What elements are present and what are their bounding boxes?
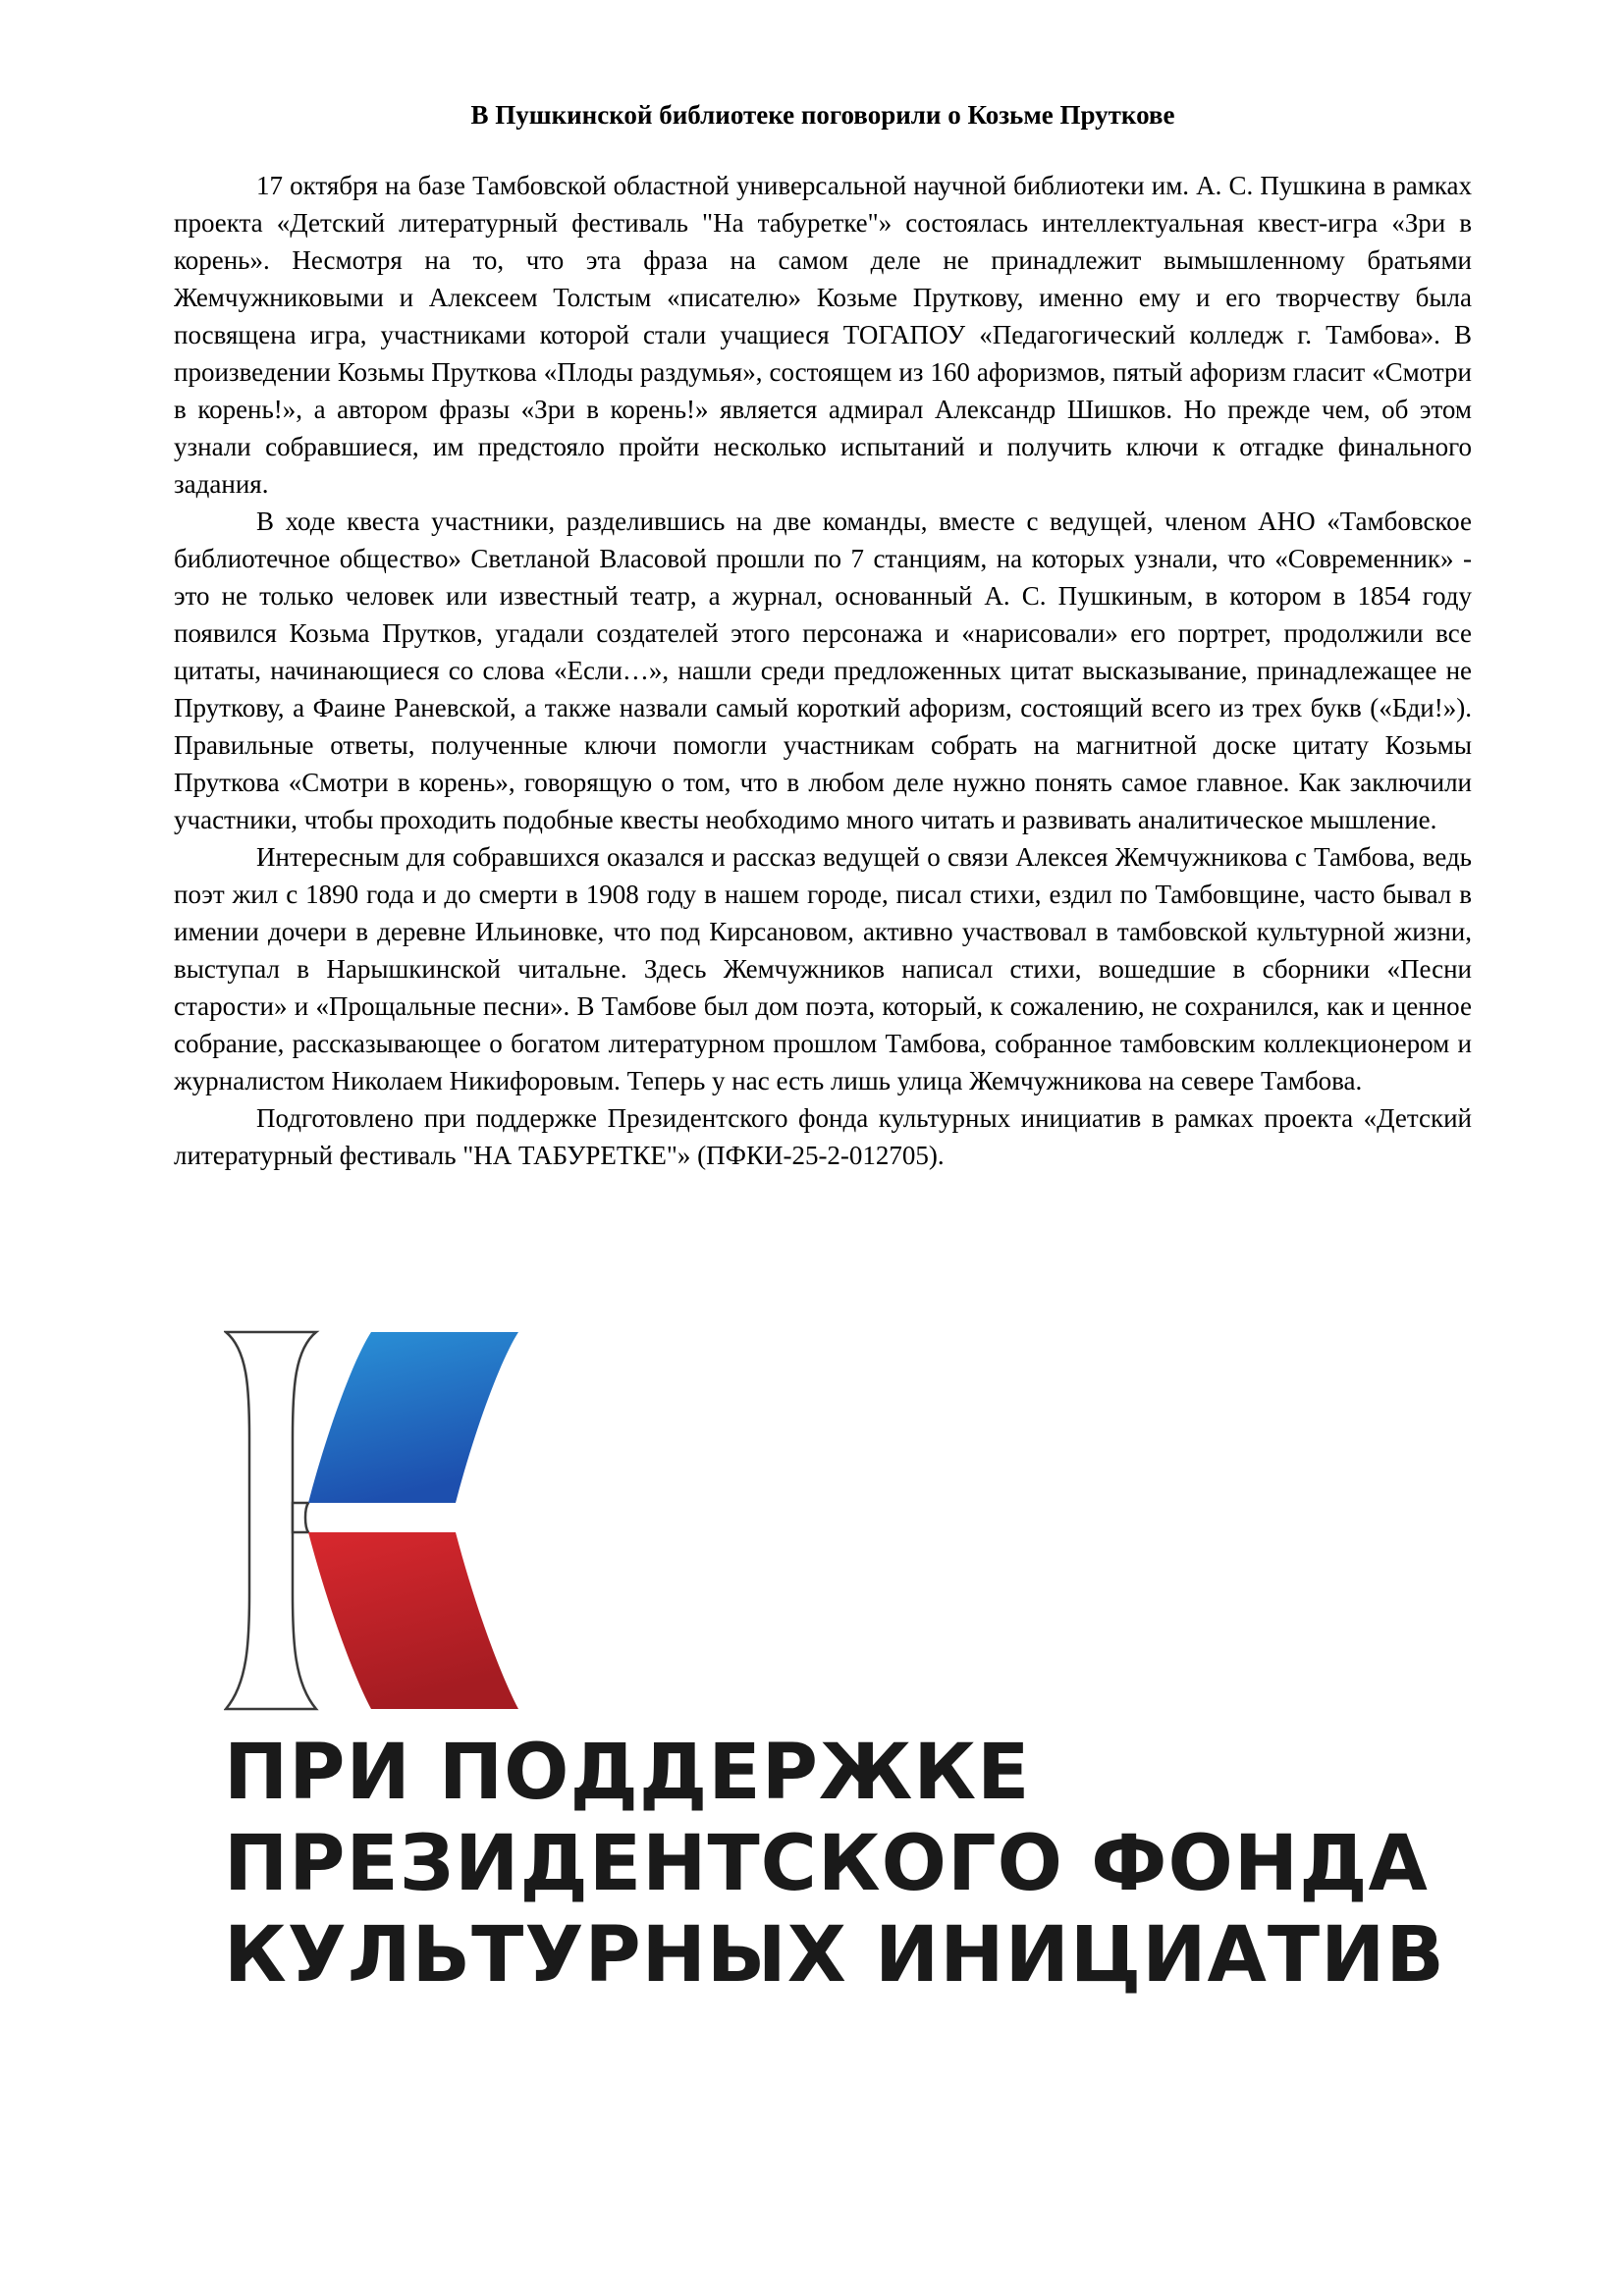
pfki-k-logo-icon xyxy=(224,1330,577,1713)
logo-red-ribbon xyxy=(308,1532,518,1709)
article-paragraph-4: Подготовлено при поддержке Президентского фонда культурных инициатив в рамках проекта «Детский литературный фестиваль "НА ТАБУРЕТКЕ"» (ПФКИ-25-2-012705). xyxy=(174,1103,1472,1170)
foundation-logo-text xyxy=(224,1728,1500,2002)
article-paragraph-1: 17 октября на базе Тамбовской областной универсальной научной библиотеки им. А. С. Пушкина в рамках проекта «Детский литературный фестиваль "На табуретке"» состоялась интеллектуальная квест-игра «Зри в корень». Несмотря на то, что эта фраза на самом деле не принадлежит вымышленному братьями Жемчужниковыми и Алексеем Толстым «писателю» Козьме Пруткову, именно ему и его творчеству была посвящена игра, участниками которой стали учащиеся ТОГАПОУ «Педагогический колледж г. Тамбова». В произведении Козьмы Пруткова «Плоды раздумья», состоящем из 160 афоризмов, пятый афоризм гласит «Смотри в корень!», а автором фразы «Зри в корень!» является адмирал Александр Шишков. Но прежде чем, об этом узнали собравшиеся, им предстояло пройти несколько испытаний и получить ключи к отгадке финального задания. xyxy=(174,171,1472,499)
foundation-logo xyxy=(224,1330,1500,1742)
logo-text-line-3: КУЛЬТУРНЫХ ИНИЦИАТИВ xyxy=(224,1911,1445,2000)
logo-outline-notch xyxy=(293,1503,308,1532)
article xyxy=(174,98,1472,1174)
logo-text-line-1: ПРИ ПОДДЕРЖКЕ xyxy=(224,1729,1031,1817)
article-title: В Пушкинской библиотеке поговорили о Козьме Пруткове xyxy=(470,100,1175,130)
logo-blue-ribbon xyxy=(308,1332,518,1503)
logo-text-line-2: ПРЕЗИДЕНТСКОГО ФОНДА xyxy=(224,1820,1429,1908)
article-paragraph-2: В ходе квеста участники, разделившись на две команды, вместе с ведущей, членом АНО «Тамбовское библиотечное общество» Светланой Власовой прошли по 7 станциям, на которых узнали, что «Современник» - это не только человек или известный театр, а журнал, основанный А. С. Пушкиным, в котором в 1854 году появился Козьма Прутков, угадали создателей этого персонажа и «нарисовали» его портрет, продолжили все цитаты, начинающиеся со слова «Если…», нашли среди предложенных цитат высказывание, принадлежащее не Пруткову, а Фаине Раневской, а также назвали самый короткий афоризм, состоящий всего из трех букв («Бди!»). Правильные ответы, полученные ключи помогли участникам собрать на магнитной доске цитату Козьмы Пруткова «Смотри в корень», говорящую о том, что в любом деле нужно понять самое главное. Как заключили участники, чтобы проходить подобные квесты необходимо много читать и развивать аналитическое мышление. xyxy=(174,507,1472,834)
article-paragraph-3: Интересным для собравшихся оказался и рассказ ведущей о связи Алексея Жемчужникова с Тамбова, ведь поэт жил с 1890 года и до смерти в 1908 году в нашем городе, писал стихи, ездил по Тамбовщине, часто бывал в имении дочери в деревне Ильиновке, что под Кирсановом, активно участвовал в тамбовской культурной жизни, выступал в Нарышкинской читальне. Здесь Жемчужников написал стихи, вошедшие в сборники «Песни старости» и «Прощальные песни». В Тамбове был дом поэта, который, к сожалению, не сохранился, как и ценное собрание, рассказывающее о богатом литературном прошлом Тамбова, собранное тамбовским коллекционером и журналистом Николаем Никифоровым. Теперь у нас есть лишь улица Жемчужникова на севере Тамбова. xyxy=(174,842,1472,1095)
